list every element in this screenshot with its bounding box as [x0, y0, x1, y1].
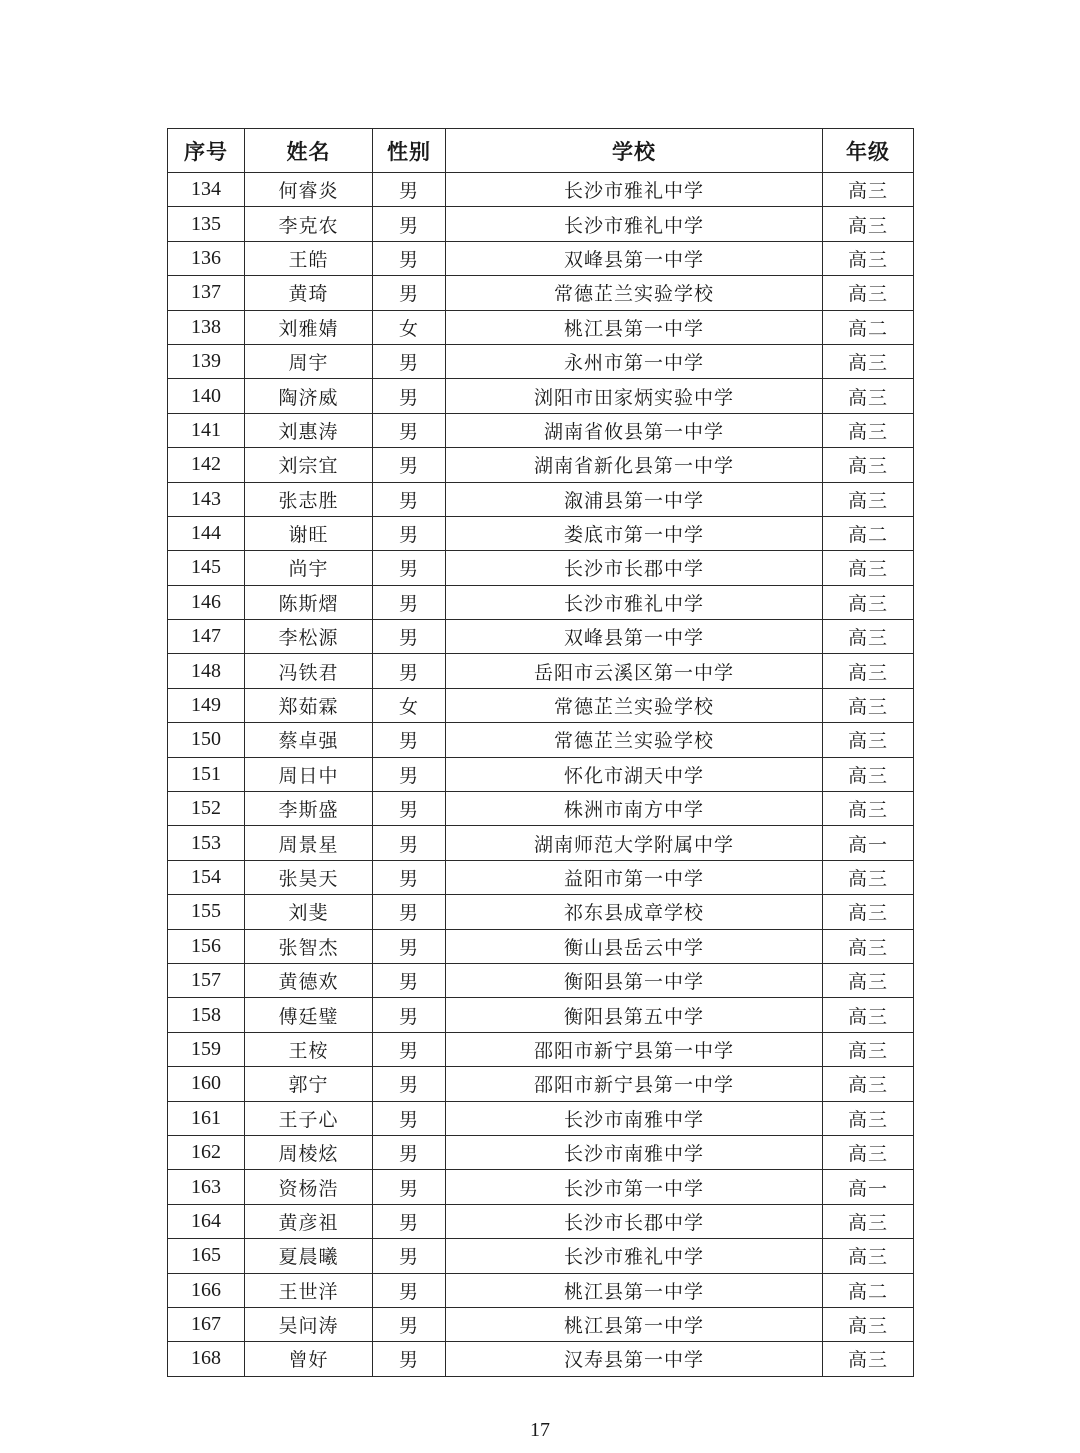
cell-name: 王皓 — [245, 241, 373, 275]
cell-index: 140 — [168, 379, 245, 413]
table-row — [168, 688, 914, 722]
cell-gender: 男 — [373, 173, 446, 207]
cell-name: 张昊天 — [245, 860, 373, 894]
cell-school: 长沙市南雅中学 — [446, 1101, 823, 1135]
cell-school: 祁东县成章学校 — [446, 895, 823, 929]
cell-school: 桃江县第一中学 — [446, 310, 823, 344]
table-row — [168, 1204, 914, 1238]
table-row — [168, 1239, 914, 1273]
cell-grade: 高二 — [823, 516, 914, 550]
header-school: 学校 — [446, 129, 823, 173]
cell-name: 李斯盛 — [245, 792, 373, 826]
cell-gender: 男 — [373, 757, 446, 791]
cell-name: 黄德欢 — [245, 963, 373, 997]
header-name: 姓名 — [245, 129, 373, 173]
cell-name: 夏晨曦 — [245, 1239, 373, 1273]
cell-name: 资杨浩 — [245, 1170, 373, 1204]
cell-index: 134 — [168, 173, 245, 207]
cell-index: 155 — [168, 895, 245, 929]
cell-grade: 高三 — [823, 620, 914, 654]
cell-school: 长沙市雅礼中学 — [446, 207, 823, 241]
header-row — [168, 129, 914, 173]
cell-school: 长沙市雅礼中学 — [446, 1239, 823, 1273]
cell-gender: 男 — [373, 551, 446, 585]
cell-gender: 男 — [373, 826, 446, 860]
cell-grade: 高三 — [823, 1204, 914, 1238]
cell-grade: 高三 — [823, 963, 914, 997]
cell-school: 衡阳县第一中学 — [446, 963, 823, 997]
table-row — [168, 310, 914, 344]
table-body — [168, 173, 914, 1377]
cell-gender: 男 — [373, 1307, 446, 1341]
cell-grade: 高三 — [823, 344, 914, 378]
cell-index: 144 — [168, 516, 245, 550]
table-row — [168, 551, 914, 585]
cell-school: 岳阳市云溪区第一中学 — [446, 654, 823, 688]
table-row — [168, 585, 914, 619]
cell-index: 149 — [168, 688, 245, 722]
cell-name: 尚宇 — [245, 551, 373, 585]
cell-gender: 男 — [373, 241, 446, 275]
cell-grade: 高三 — [823, 757, 914, 791]
cell-index: 141 — [168, 413, 245, 447]
cell-gender: 男 — [373, 344, 446, 378]
table-row — [168, 448, 914, 482]
cell-gender: 男 — [373, 516, 446, 550]
cell-gender: 男 — [373, 482, 446, 516]
table-row — [168, 654, 914, 688]
cell-gender: 男 — [373, 1170, 446, 1204]
table-row — [168, 998, 914, 1032]
cell-school: 衡阳县第五中学 — [446, 998, 823, 1032]
cell-name: 陈斯熠 — [245, 585, 373, 619]
cell-school: 衡山县岳云中学 — [446, 929, 823, 963]
cell-school: 常德芷兰实验学校 — [446, 276, 823, 310]
cell-school: 桃江县第一中学 — [446, 1307, 823, 1341]
cell-grade: 高三 — [823, 1067, 914, 1101]
cell-school: 双峰县第一中学 — [446, 241, 823, 275]
cell-grade: 高三 — [823, 585, 914, 619]
cell-index: 142 — [168, 448, 245, 482]
cell-index: 137 — [168, 276, 245, 310]
cell-index: 158 — [168, 998, 245, 1032]
cell-index: 154 — [168, 860, 245, 894]
header-gender: 性别 — [373, 129, 446, 173]
cell-index: 157 — [168, 963, 245, 997]
cell-school: 长沙市第一中学 — [446, 1170, 823, 1204]
cell-grade: 高三 — [823, 654, 914, 688]
cell-gender: 男 — [373, 723, 446, 757]
table-row — [168, 826, 914, 860]
cell-index: 148 — [168, 654, 245, 688]
cell-grade: 高三 — [823, 998, 914, 1032]
cell-index: 146 — [168, 585, 245, 619]
table-row — [168, 1273, 914, 1307]
cell-school: 长沙市南雅中学 — [446, 1135, 823, 1169]
cell-index: 150 — [168, 723, 245, 757]
cell-gender: 男 — [373, 929, 446, 963]
cell-school: 常德芷兰实验学校 — [446, 723, 823, 757]
cell-name: 陶济威 — [245, 379, 373, 413]
table-row — [168, 1342, 914, 1376]
table-row — [168, 1170, 914, 1204]
table-row — [168, 1067, 914, 1101]
table-row — [168, 620, 914, 654]
cell-name: 曾好 — [245, 1342, 373, 1376]
table-row — [168, 1135, 914, 1169]
cell-grade: 高三 — [823, 723, 914, 757]
cell-name: 王世洋 — [245, 1273, 373, 1307]
cell-index: 151 — [168, 757, 245, 791]
table-row — [168, 757, 914, 791]
cell-school: 怀化市湖天中学 — [446, 757, 823, 791]
cell-index: 163 — [168, 1170, 245, 1204]
cell-grade: 高二 — [823, 310, 914, 344]
cell-grade: 高三 — [823, 413, 914, 447]
cell-index: 138 — [168, 310, 245, 344]
cell-name: 刘惠涛 — [245, 413, 373, 447]
cell-index: 135 — [168, 207, 245, 241]
cell-gender: 男 — [373, 207, 446, 241]
cell-school: 桃江县第一中学 — [446, 1273, 823, 1307]
cell-index: 166 — [168, 1273, 245, 1307]
cell-name: 刘宗宜 — [245, 448, 373, 482]
cell-school: 邵阳市新宁县第一中学 — [446, 1067, 823, 1101]
cell-grade: 高三 — [823, 173, 914, 207]
cell-school: 长沙市雅礼中学 — [446, 173, 823, 207]
cell-name: 傅廷璧 — [245, 998, 373, 1032]
cell-name: 周宇 — [245, 344, 373, 378]
cell-gender: 男 — [373, 413, 446, 447]
cell-index: 153 — [168, 826, 245, 860]
cell-gender: 男 — [373, 1204, 446, 1238]
cell-grade: 高一 — [823, 826, 914, 860]
cell-school: 娄底市第一中学 — [446, 516, 823, 550]
cell-gender: 男 — [373, 1032, 446, 1066]
cell-grade: 高三 — [823, 929, 914, 963]
header-index: 序号 — [168, 129, 245, 173]
table-row — [168, 379, 914, 413]
cell-gender: 男 — [373, 276, 446, 310]
cell-name: 刘雅婧 — [245, 310, 373, 344]
cell-gender: 男 — [373, 963, 446, 997]
cell-school: 浏阳市田家炳实验中学 — [446, 379, 823, 413]
cell-grade: 高三 — [823, 1101, 914, 1135]
table-row — [168, 173, 914, 207]
cell-gender: 男 — [373, 1135, 446, 1169]
cell-grade: 高三 — [823, 241, 914, 275]
cell-gender: 男 — [373, 1101, 446, 1135]
cell-grade: 高三 — [823, 276, 914, 310]
table-row — [168, 276, 914, 310]
cell-name: 郑茹霖 — [245, 688, 373, 722]
cell-gender: 男 — [373, 585, 446, 619]
cell-index: 165 — [168, 1239, 245, 1273]
cell-school: 株洲市南方中学 — [446, 792, 823, 826]
cell-name: 王子心 — [245, 1101, 373, 1135]
cell-grade: 高三 — [823, 1307, 914, 1341]
table-row — [168, 482, 914, 516]
cell-name: 张志胜 — [245, 482, 373, 516]
cell-gender: 男 — [373, 654, 446, 688]
table-row — [168, 1032, 914, 1066]
cell-grade: 高三 — [823, 688, 914, 722]
table-row — [168, 241, 914, 275]
cell-gender: 男 — [373, 1239, 446, 1273]
cell-name: 周景星 — [245, 826, 373, 860]
cell-index: 168 — [168, 1342, 245, 1376]
cell-index: 164 — [168, 1204, 245, 1238]
cell-school: 溆浦县第一中学 — [446, 482, 823, 516]
cell-grade: 高二 — [823, 1273, 914, 1307]
cell-name: 周棱炫 — [245, 1135, 373, 1169]
cell-gender: 男 — [373, 998, 446, 1032]
cell-grade: 高三 — [823, 207, 914, 241]
cell-grade: 高三 — [823, 1239, 914, 1273]
cell-grade: 高三 — [823, 551, 914, 585]
cell-school: 永州市第一中学 — [446, 344, 823, 378]
cell-grade: 高一 — [823, 1170, 914, 1204]
cell-grade: 高三 — [823, 1342, 914, 1376]
cell-name: 李克农 — [245, 207, 373, 241]
table-row — [168, 413, 914, 447]
cell-school: 汉寿县第一中学 — [446, 1342, 823, 1376]
cell-name: 周日中 — [245, 757, 373, 791]
cell-school: 常德芷兰实验学校 — [446, 688, 823, 722]
cell-school: 长沙市长郡中学 — [446, 551, 823, 585]
cell-index: 139 — [168, 344, 245, 378]
cell-index: 152 — [168, 792, 245, 826]
table-row — [168, 723, 914, 757]
cell-grade: 高三 — [823, 1135, 914, 1169]
cell-name: 王桉 — [245, 1032, 373, 1066]
cell-school: 湖南省新化县第一中学 — [446, 448, 823, 482]
table-row — [168, 1307, 914, 1341]
table-row — [168, 1101, 914, 1135]
cell-name: 蔡卓强 — [245, 723, 373, 757]
header-grade: 年级 — [823, 129, 914, 173]
cell-name: 刘斐 — [245, 895, 373, 929]
cell-name: 黄彦祖 — [245, 1204, 373, 1238]
cell-gender: 男 — [373, 620, 446, 654]
table-row — [168, 516, 914, 550]
cell-school: 双峰县第一中学 — [446, 620, 823, 654]
cell-school: 长沙市长郡中学 — [446, 1204, 823, 1238]
cell-school: 邵阳市新宁县第一中学 — [446, 1032, 823, 1066]
cell-index: 161 — [168, 1101, 245, 1135]
cell-school: 湖南省攸县第一中学 — [446, 413, 823, 447]
cell-name: 李松源 — [245, 620, 373, 654]
cell-grade: 高三 — [823, 860, 914, 894]
table-row — [168, 792, 914, 826]
cell-index: 160 — [168, 1067, 245, 1101]
cell-name: 冯铁君 — [245, 654, 373, 688]
table-row — [168, 963, 914, 997]
cell-gender: 男 — [373, 1067, 446, 1101]
cell-school: 长沙市雅礼中学 — [446, 585, 823, 619]
table-row — [168, 929, 914, 963]
cell-grade: 高三 — [823, 1032, 914, 1066]
cell-grade: 高三 — [823, 379, 914, 413]
cell-name: 何睿炎 — [245, 173, 373, 207]
cell-index: 145 — [168, 551, 245, 585]
cell-name: 郭宁 — [245, 1067, 373, 1101]
cell-grade: 高三 — [823, 895, 914, 929]
cell-name: 张智杰 — [245, 929, 373, 963]
table-row — [168, 895, 914, 929]
cell-name: 黄琦 — [245, 276, 373, 310]
roster-table — [167, 128, 914, 1377]
cell-gender: 男 — [373, 379, 446, 413]
cell-index: 162 — [168, 1135, 245, 1169]
cell-index: 159 — [168, 1032, 245, 1066]
cell-school: 益阳市第一中学 — [446, 860, 823, 894]
cell-gender: 女 — [373, 688, 446, 722]
cell-gender: 男 — [373, 792, 446, 826]
cell-gender: 男 — [373, 1273, 446, 1307]
cell-school: 湖南师范大学附属中学 — [446, 826, 823, 860]
cell-gender: 女 — [373, 310, 446, 344]
cell-gender: 男 — [373, 448, 446, 482]
cell-grade: 高三 — [823, 792, 914, 826]
page-number: 17 — [530, 1419, 550, 1441]
cell-gender: 男 — [373, 860, 446, 894]
cell-grade: 高三 — [823, 482, 914, 516]
cell-gender: 男 — [373, 1342, 446, 1376]
table-row — [168, 860, 914, 894]
cell-index: 136 — [168, 241, 245, 275]
table-header — [168, 129, 914, 173]
cell-gender: 男 — [373, 895, 446, 929]
cell-index: 147 — [168, 620, 245, 654]
table-row — [168, 344, 914, 378]
cell-grade: 高三 — [823, 448, 914, 482]
cell-name: 谢旺 — [245, 516, 373, 550]
cell-name: 吴问涛 — [245, 1307, 373, 1341]
table-row — [168, 207, 914, 241]
cell-index: 156 — [168, 929, 245, 963]
cell-index: 167 — [168, 1307, 245, 1341]
cell-index: 143 — [168, 482, 245, 516]
